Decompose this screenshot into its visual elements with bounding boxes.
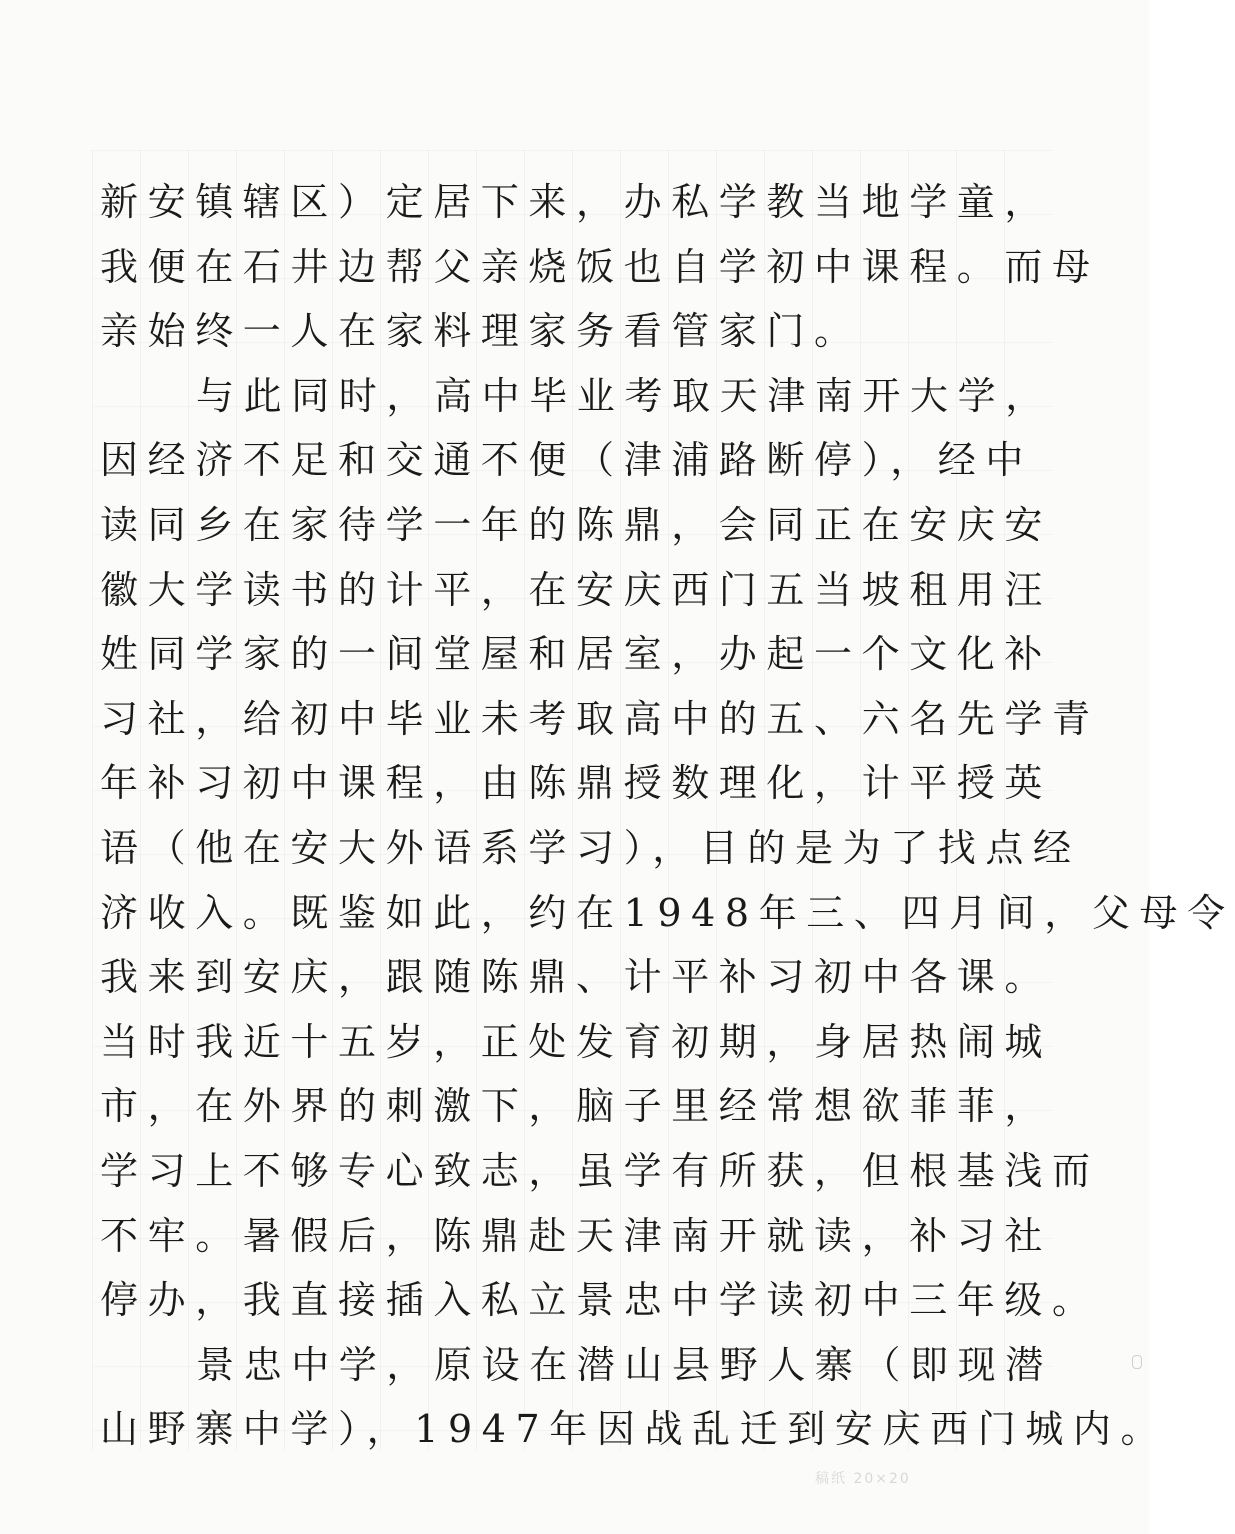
text-line: 当时我近十五岁，正处发育初期，身居热闹城 (100, 1019, 1053, 1064)
text-line: 停办，我直接插入私立景忠中学读初中三年级。 (100, 1278, 1100, 1323)
text-line: 我来到安庆，跟随陈鼎、计平补习初中各课。 (100, 955, 1053, 1000)
text-line-paragraph-start: 与此同时，高中毕业考取天津南开大学， (196, 373, 1053, 418)
text-line: 市，在外界的刺激下，脑子里经常想欲菲菲， (100, 1084, 1053, 1129)
text-line: 不牢。暑假后，陈鼎赴天津南开就读，补习社 (100, 1213, 1053, 1258)
text-line: 习社，给初中毕业未考取高中的五、六名先学青 (100, 696, 1100, 741)
text-line: 新安镇辖区）定居下来，办私学教当地学童， (100, 180, 1053, 224)
text-line: 学习上不够专心致志，虽学有所获，但根基浅而 (100, 1148, 1100, 1193)
text-line: 语（他在安大外语系学习），目的是为了找点经 (100, 825, 1081, 870)
text-line: 济收入。既鉴如此，约在1948年三、四月间，父母令 (100, 890, 1235, 935)
text-line: 因经济不足和交通不便（津浦路断停），经中 (100, 438, 1034, 483)
margin-mark-icon (1132, 1355, 1142, 1369)
text-line-paragraph-start: 景忠中学，原设在潜山县野人寨（即现潜 (196, 1342, 1053, 1387)
handwritten-text-block (100, 170, 1235, 1460)
text-line: 姓同学家的一间堂屋和居室，办起一个文化补 (100, 632, 1053, 677)
paper-footer-print: 稿纸 20×20 (815, 1471, 911, 1487)
text-line: 年补习初中课程，由陈鼎授数理化，计平授英 (100, 761, 1053, 806)
text-line: 徽大学读书的计平，在安庆西门五当坡租用汪 (100, 567, 1053, 612)
text-line: 山野寨中学），1947年因战乱迁到安庆西门城内。 (100, 1407, 1169, 1452)
text-line: 我便在石井边帮父亲烧饭也自学初中课程。而母 (100, 244, 1100, 289)
text-line: 亲始终一人在家料理家务看管家门。 (100, 309, 862, 354)
text-line: 读同乡在家待学一年的陈鼎，会同正在安庆安 (100, 502, 1053, 547)
